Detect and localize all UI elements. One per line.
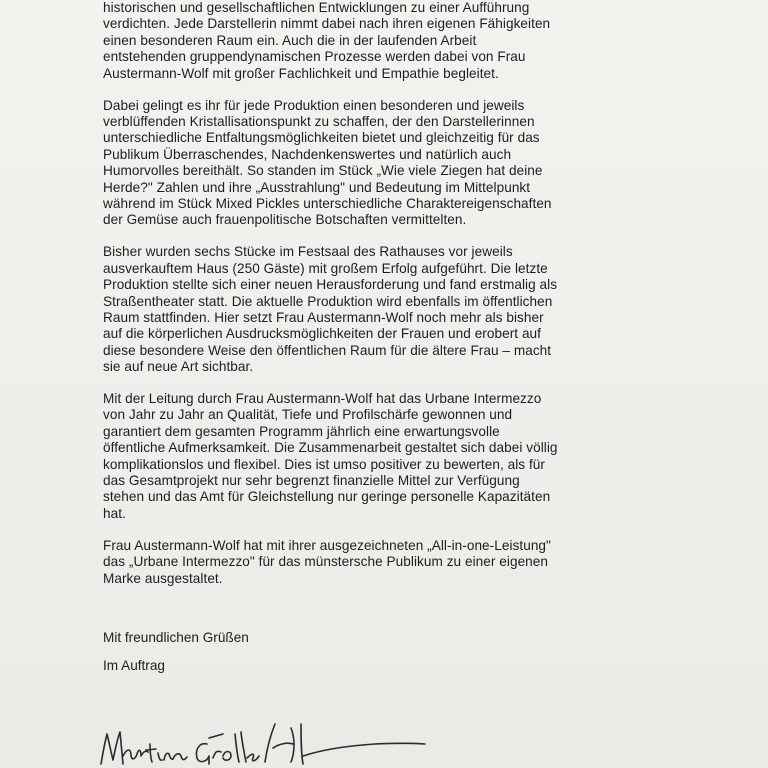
text-line: das „Urbane Intermezzo" für das münstersche Publikum zu einer eigenen	[103, 554, 549, 570]
text-line: öffentliche Aufmerksamkeit. Die Zusammenarbeit gestaltet sich dabei völlig	[103, 440, 558, 456]
text-line: Publikum Überraschendes, Nachdenkenswertes und natürlich auch	[103, 146, 512, 162]
text-line: Straßentheater statt. Die aktuelle Produktion wird ebenfalls im öffentlichen	[103, 293, 553, 309]
text-line: verdichten. Jede Darstellerin nimmt dabei nach ihren eigenen Fähigkeiten	[103, 16, 551, 32]
text-line: sie auf neue Art sichtbar.	[103, 359, 254, 375]
text-line: das Gesamtprojekt nur sehr begrenzt finanzielle Mittel zur Verfügung	[103, 473, 520, 489]
text-line: Mit der Leitung durch Frau Austermann-Wolf hat das Urbane Intermezzo	[103, 391, 542, 407]
paragraph-3	[103, 244, 703, 375]
on-behalf-line: Im Auftrag	[103, 658, 165, 673]
letter-body	[103, 0, 703, 603]
closing-salutation: Mit freundlichen Grüßen	[103, 630, 249, 645]
text-line: von Jahr zu Jahr an Qualität, Tiefe und Profilschärfe gewonnen und	[103, 407, 513, 423]
text-line: der Gemüse auch frauenpolitische Botschaften vermittelten.	[103, 212, 467, 228]
text-line: Austermann-Wolf mit großer Fachlichkeit und Empathie begleitet.	[103, 65, 499, 81]
text-line: komplikationslos und flexibel. Dies ist umso positiver zu bewerten, als für	[103, 456, 545, 472]
paragraph-1	[103, 0, 703, 82]
text-line: entstehenden gruppendynamischen Prozesse werden dabei von Frau	[103, 49, 526, 65]
handwritten-signature	[95, 708, 435, 768]
text-line: Marke ausgestaltet.	[103, 570, 223, 586]
text-line: verblüffenden Kristallisationspunkt zu schaffen, der den Darstellerinnen	[103, 113, 535, 129]
text-line: historischen und gesellschaftlichen Entwicklungen zu einer Aufführung	[103, 0, 530, 15]
text-line: Herde?" Zahlen und ihre „Ausstrahlung" und Bedeutung im Mittelpunkt	[103, 179, 531, 195]
text-line: Dabei gelingt es ihr für jede Produktion einen besonderen und jeweils	[103, 97, 525, 113]
text-line: hat.	[103, 505, 126, 521]
text-line: ausverkauftem Haus (250 Gäste) mit großem Erfolg aufgeführt. Die letzte	[103, 260, 548, 276]
text-line: einen besonderen Raum ein. Auch die in der laufenden Arbeit	[103, 32, 477, 48]
text-line: Bisher wurden sechs Stücke im Festsaal des Rathauses vor jeweils	[103, 244, 513, 260]
paragraph-5	[103, 538, 703, 587]
text-line: stehen und das Amt für Gleichstellung nur geringe personelle Kapazitäten	[103, 489, 551, 505]
text-line: Produktion stellte sich einer neuen Herausforderung und fand erstmalig als	[103, 277, 558, 293]
text-line: Humorvolles bereithält. So standen im Stück „Wie viele Ziegen hat deine	[103, 163, 543, 179]
text-line: garantiert dem gesamten Programm jährlich eine erwartungsvolle	[103, 423, 500, 439]
text-line: unterschiedliche Entfaltungsmöglichkeiten bietet und gleichzeitig für das	[103, 130, 540, 146]
text-line: diese besondere Weise den öffentlichen Raum für die ältere Frau – macht	[103, 342, 552, 358]
text-line: während im Stück Mixed Pickles unterschiedliche Charaktereigenschaften	[103, 195, 552, 211]
paragraph-4	[103, 391, 703, 522]
text-line: auf die körperlichen Ausdrucksmöglichkeiten der Frauen und erobert auf	[103, 326, 541, 342]
text-line: Raum stattfinden. Hier setzt Frau Austermann-Wolf noch mehr als bisher	[103, 309, 544, 325]
paragraph-2	[103, 98, 703, 229]
text-line: Frau Austermann-Wolf hat mit ihrer ausgezeichneten „All-in-one-Leistung"	[103, 537, 551, 553]
